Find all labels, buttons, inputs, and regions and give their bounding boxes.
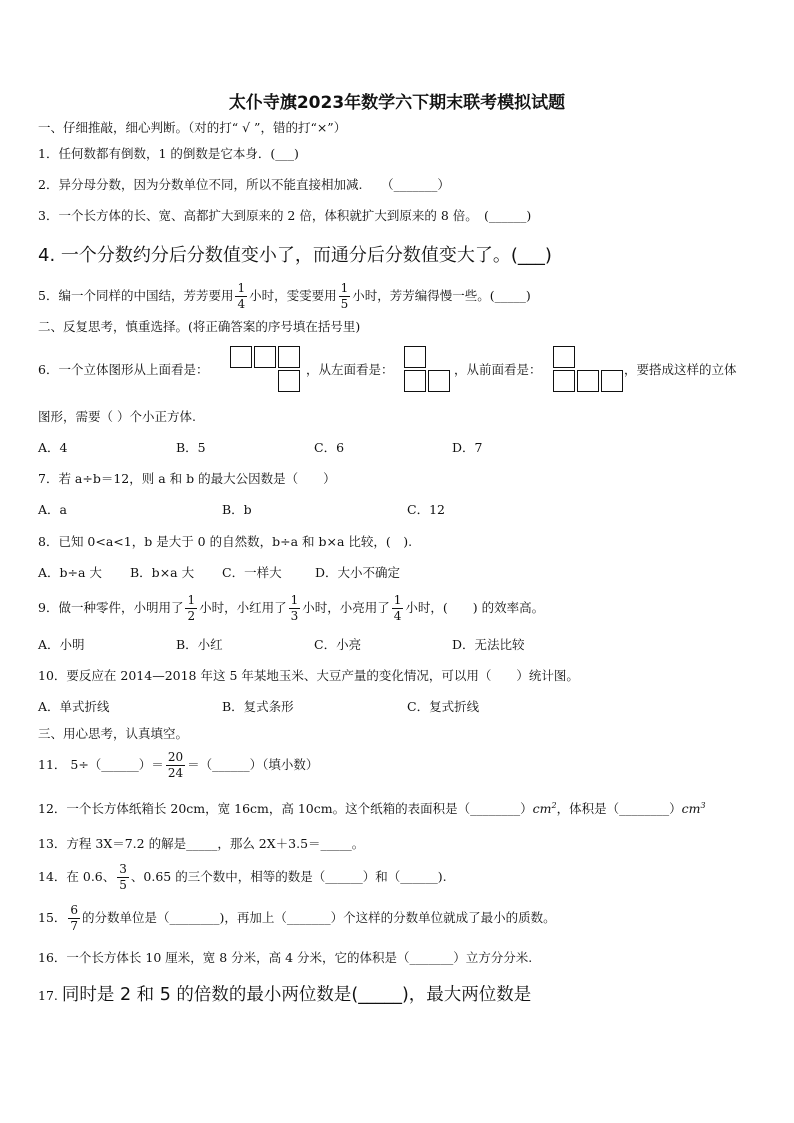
question-12-text-a: 12．一个长方体纸箱长 20cm，宽 16cm，高 10cm。这个纸箱的表面积是（________）	[38, 801, 533, 817]
question-6-text-b: ，从左面看是：	[306, 362, 394, 377]
q10-option-b: B．复式条形	[222, 699, 294, 714]
section-1-heading: 一、仔细推敲，细心判断。（对的打“ √ ”，错的打“×”）	[38, 120, 347, 135]
section-3-heading: 三、用心思考，认真填空。	[38, 726, 189, 741]
q8-option-b: B．b×a 大	[130, 565, 195, 580]
q9-option-c: C．小亮	[314, 637, 362, 652]
question-14	[38, 860, 447, 894]
question-9-text-d: 小时，( ) 的效率高。	[405, 600, 545, 615]
fraction-1-3: $\frac{1}{3}$	[290, 593, 299, 623]
fraction-1-4: $\frac{1}{4}$	[237, 281, 246, 311]
fraction-6-7: $\frac{6}{7}$	[70, 903, 79, 933]
section-2-heading: 二、反复思考，慎重选择。(将正确答案的序号填在括号里)	[38, 319, 361, 334]
q6-option-b: B．5	[176, 440, 206, 455]
unit-cubic-cm: $cm^3$	[681, 801, 706, 817]
question-17-number: 17.	[38, 988, 58, 1003]
q6-option-a: A．4	[38, 440, 68, 455]
question-3: 3．一个长方体的长、宽、高都扩大到原来的 2 倍，体积就扩大到原来的 8 倍。 (______)	[38, 208, 532, 223]
question-6-text-e: 图形，需要（ ）个小正方体.	[38, 409, 196, 424]
question-17-text: 同时是 2 和 5 的倍数的最小两位数是(_____)，最大两位数是	[61, 985, 532, 1005]
question-6-text-a: 6．一个立体图形从上面看是：	[38, 362, 209, 377]
question-16: 16．一个长方体长 10 厘米，宽 8 分米，高 4 分米，它的体积是（_______）立方分分米.	[38, 950, 533, 965]
question-15-text-a: 15．	[38, 910, 67, 925]
question-15	[38, 901, 556, 935]
q8-option-c: C．一样大	[222, 565, 282, 580]
question-17	[38, 984, 531, 1007]
q7-option-b: B．b	[222, 502, 252, 517]
q10-option-a: A．单式折线	[38, 699, 110, 714]
fraction-1-5: $\frac{1}{5}$	[340, 281, 349, 311]
question-5-text-b: 小时，雯雯要用	[249, 288, 337, 303]
q6-option-d: D．7	[452, 440, 483, 455]
question-8: 8．已知 0<a<1，b 是大于 0 的自然数，b÷a 和 b×a 比较，( ).	[38, 534, 413, 549]
question-11-text-b: ＝（______）（填小数）	[187, 757, 319, 772]
question-9-text-a: 9．做一种零件，小明用了	[38, 600, 184, 615]
q6-option-c: C．6	[314, 440, 345, 455]
question-5	[38, 280, 531, 312]
fraction-1-2: $\frac{1}{2}$	[187, 593, 196, 623]
question-9	[38, 592, 544, 624]
question-7: 7．若 a÷b＝12，则 a 和 b 的最大公因数是（ ）	[38, 471, 336, 486]
q9-option-b: B．小红	[176, 637, 223, 652]
q8-option-d: D．大小不确定	[315, 565, 401, 580]
q9-option-d: D．无法比较	[452, 637, 525, 652]
question-11-text-a: 11． 5÷（______）＝	[38, 757, 164, 772]
q7-option-c: C．12	[407, 502, 445, 517]
fraction-20-24: $\frac{20}{24}$	[167, 750, 184, 780]
q10-option-c: C．复式折线	[407, 699, 480, 714]
question-13: 13．方程 3X＝7.2 的解是_____，那么 2X＋3.5＝_____。	[38, 836, 365, 851]
question-9-text-b: 小时，小红用了	[199, 600, 287, 615]
question-14-text-a: 14．在 0.6、	[38, 869, 116, 884]
question-12-text-b: ，体积是（________）	[556, 801, 682, 817]
q9-option-a: A．小明	[38, 637, 85, 652]
question-6-text-c: ，从前面看是：	[454, 362, 542, 377]
question-2: 2．异分母分数，因为分数单位不同，所以不能直接相加减. （_______）	[38, 177, 450, 192]
question-11	[38, 748, 318, 782]
question-9-text-c: 小时，小亮用了	[302, 600, 390, 615]
fraction-1-4b: $\frac{1}{4}$	[393, 593, 402, 623]
question-12	[38, 798, 706, 817]
question-5-text-a: 5．编一个同样的中国结，芳芳要用	[38, 288, 234, 303]
question-1: 1．任何数都有倒数，1 的倒数是它本身．(___)	[38, 146, 299, 161]
fraction-3-5: $\frac{3}{5}$	[119, 862, 127, 892]
question-6-text-d: ，要搭成这样的立体	[624, 362, 737, 377]
unit-square-cm: $cm^2$	[532, 801, 557, 817]
question-15-text-b: 的分数单位是（________)，再加上（_______）个这样的分数单位就成了最小的质数。	[82, 910, 556, 925]
q7-option-a: A．a	[38, 502, 67, 517]
q8-option-a: A．b÷a 大	[38, 565, 102, 580]
question-5-text-c: 小时，芳芳编得慢一些。(_____)	[352, 288, 531, 303]
question-10: 10．要反应在 2014—2018 年这 5 年某地玉米、大豆产量的变化情况，可以用（ ）统计图。	[38, 668, 579, 683]
question-4: 4. 一个分数约分后分数值变小了，而通分后分数值变大了。(___)	[38, 245, 552, 266]
page-title: 太仆寺旗2023年数学六下期末联考模拟试题	[228, 93, 566, 113]
question-14-text-b: 、0.65 的三个数中，相等的数是（______）和（______).	[130, 869, 447, 884]
